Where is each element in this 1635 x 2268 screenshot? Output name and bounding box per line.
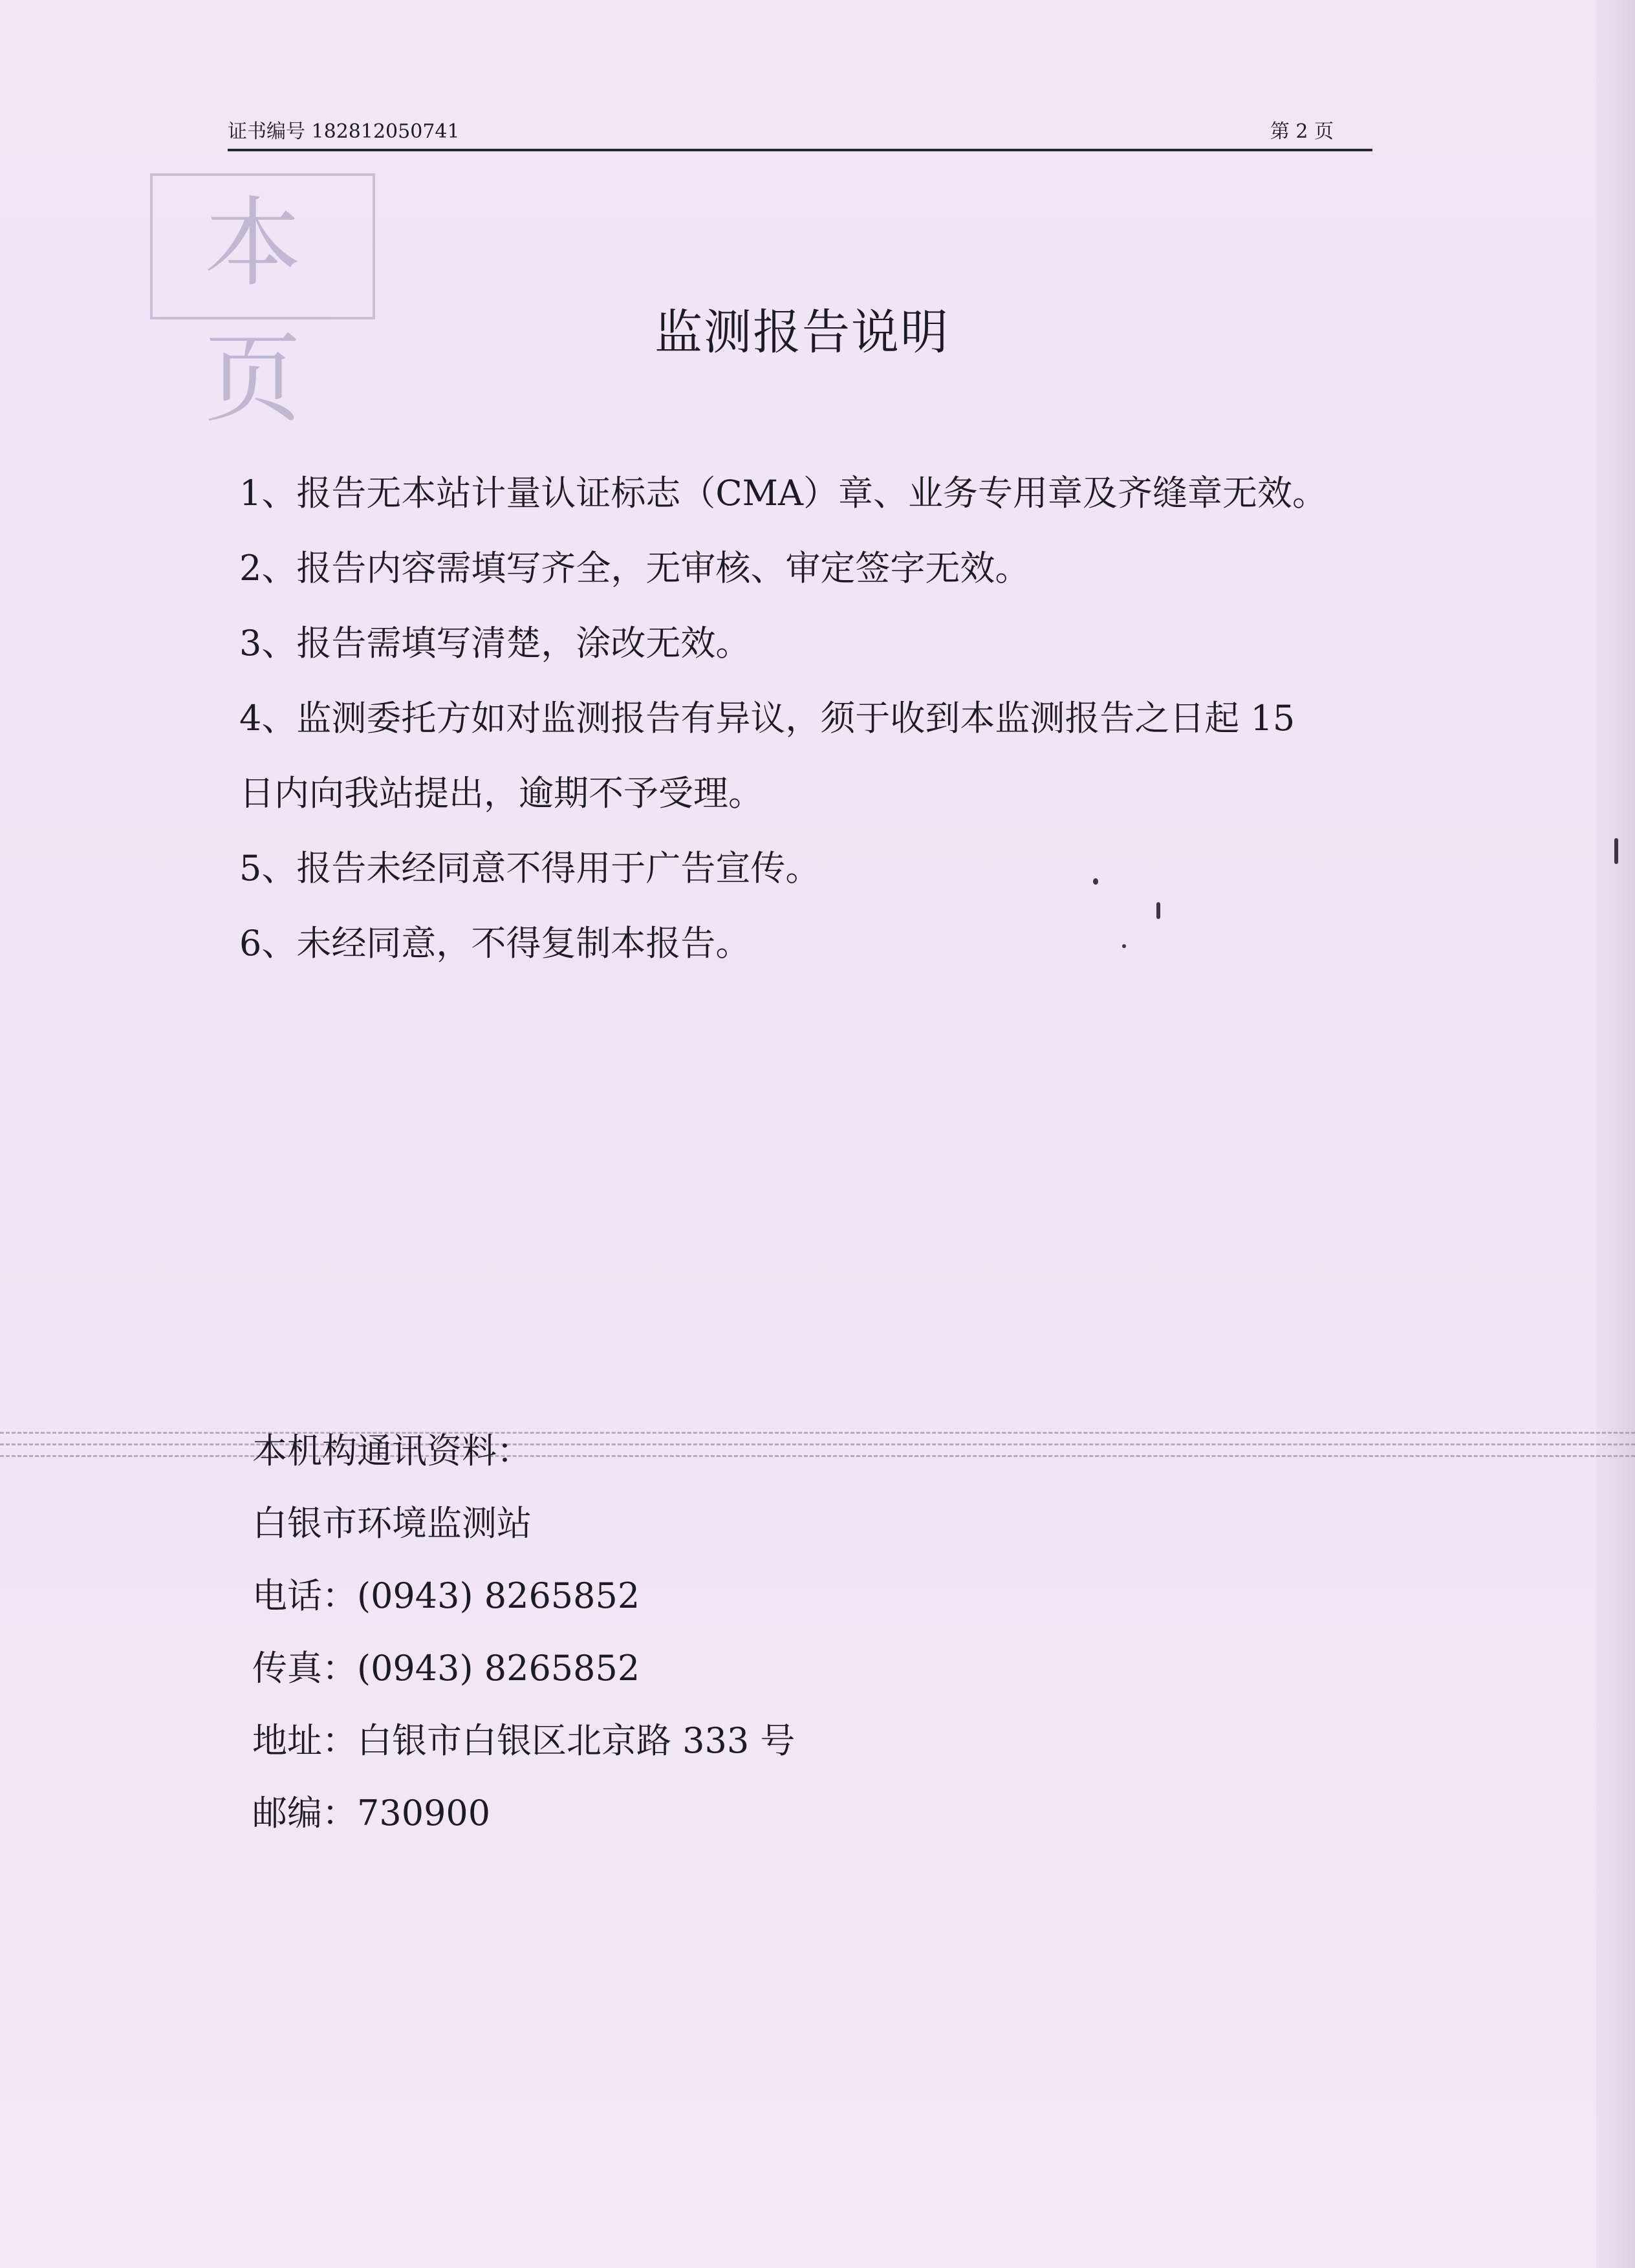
page-stamp: 本页	[150, 173, 375, 319]
contact-heading: 本机构通讯资料：	[252, 1431, 532, 1471]
rule-item-continuation: 日内向我站提出，逾期不予受理。	[239, 773, 763, 814]
rule-item: 4、监测委托方如对监测报告有异议，须于收到本监测报告之日起 15	[239, 698, 1295, 739]
page-title: 监测报告说明	[655, 305, 949, 360]
scan-speck	[1122, 944, 1126, 948]
scan-speck	[1614, 838, 1618, 864]
contact-info	[252, 1415, 795, 1850]
page-header	[228, 116, 1372, 151]
scan-speck	[1093, 878, 1098, 885]
scan-artifact-line	[0, 1455, 1635, 1459]
page-number: 第 2 页	[1270, 120, 1334, 143]
rule-item: 1、报告无本站计量认证标志（CMA）章、业务专用章及齐缝章无效。	[239, 473, 1327, 513]
phone: 电话：(0943) 8265852	[252, 1575, 640, 1616]
fax: 传真：(0943) 8265852	[252, 1648, 640, 1689]
scan-artifact-line	[0, 1432, 1635, 1436]
scan-speck	[1156, 902, 1160, 919]
organization-name: 白银市环境监测站	[252, 1503, 532, 1544]
rule-item: 3、报告需填写清楚，涂改无效。	[239, 623, 751, 664]
scan-artifact-line	[0, 1443, 1635, 1447]
rule-item: 2、报告内容需填写齐全，无审核、审定签字无效。	[239, 548, 1030, 589]
report-rules	[239, 456, 1391, 981]
postcode: 邮编：730900	[252, 1793, 491, 1833]
certificate-number: 证书编号 182812050741	[228, 120, 460, 143]
address: 地址：白银市白银区北京路 333 号	[252, 1720, 796, 1761]
rule-item: 6、未经同意，不得复制本报告。	[239, 923, 751, 964]
rule-item: 5、报告未经同意不得用于广告宣传。	[239, 848, 821, 889]
